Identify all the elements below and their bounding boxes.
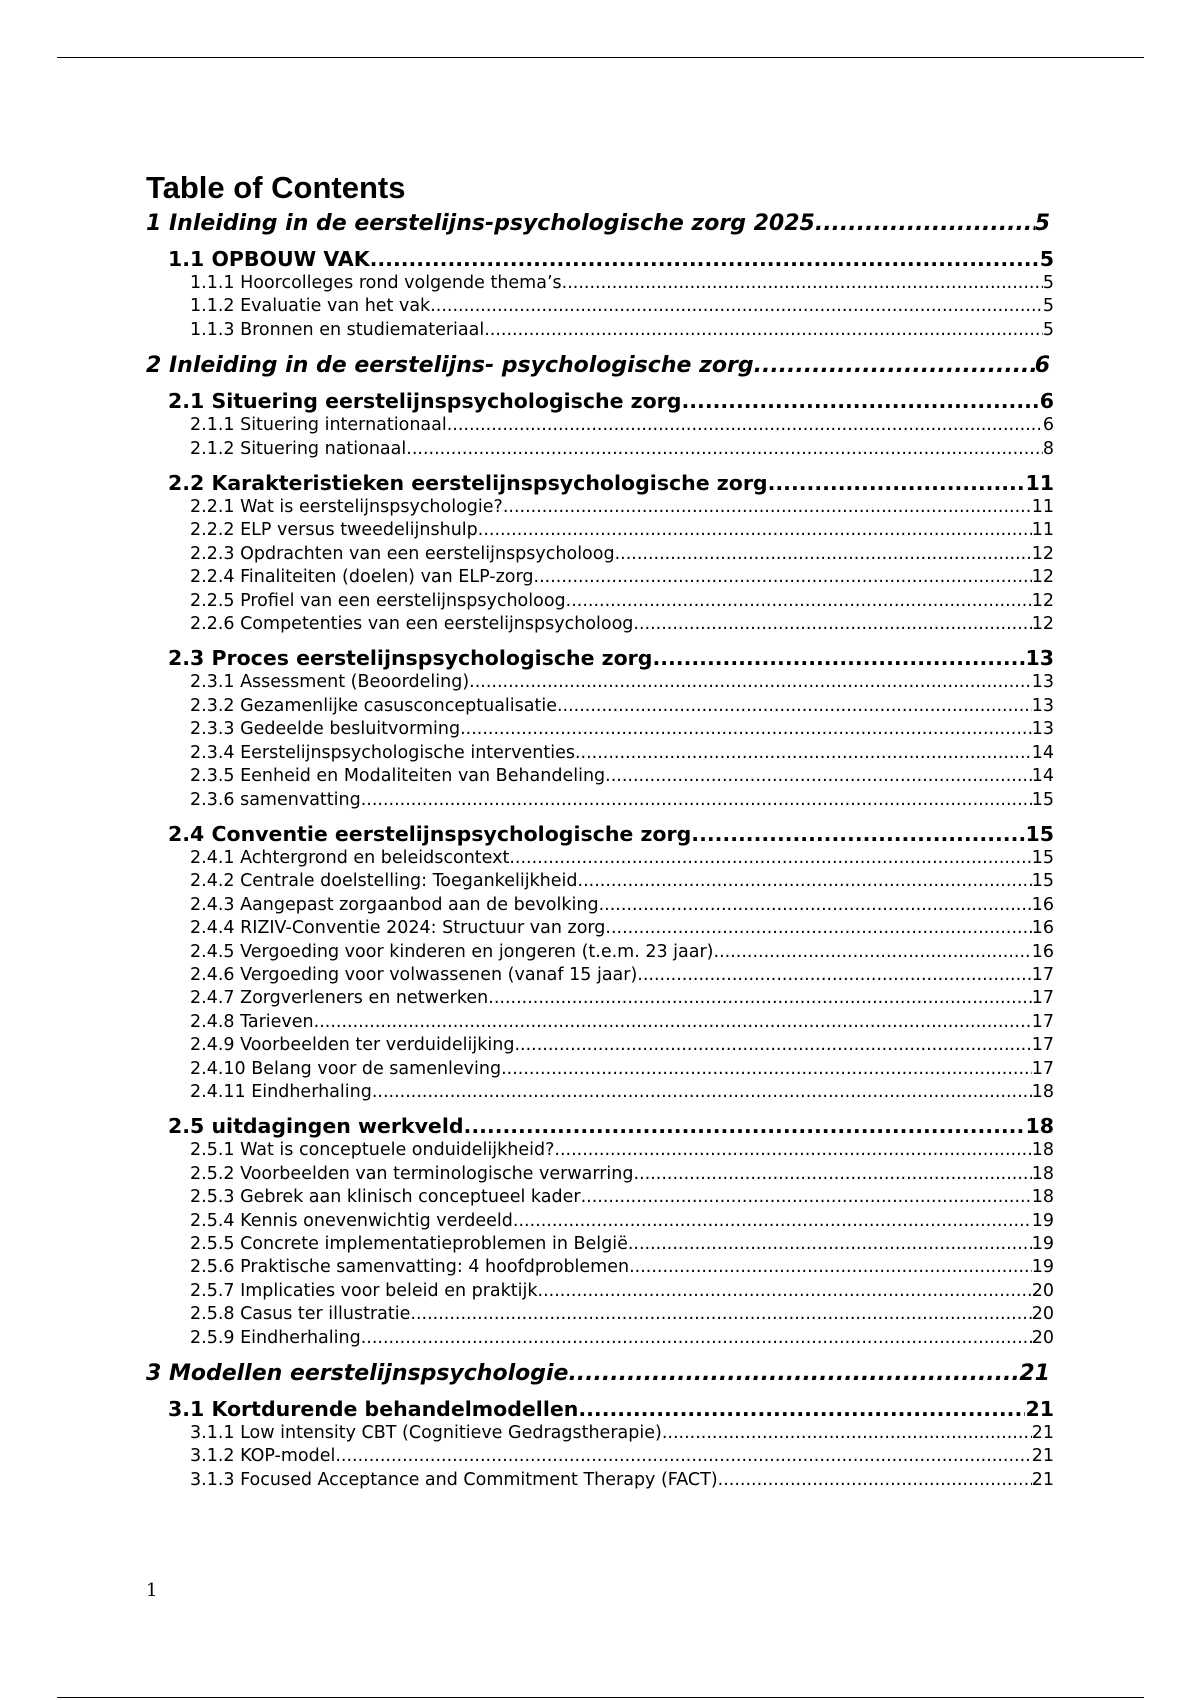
toc-entry-level-3[interactable]	[146, 1303, 1054, 1326]
toc-dot-leader	[503, 496, 1032, 519]
toc-entry-label: 1 Inleiding in de eerstelijns-psychologische zorg 2025	[146, 211, 815, 236]
toc-entry-page-number: 16	[1031, 918, 1054, 939]
toc-entry-label: 2.2.1 Wat is eerstelijnspsychologie?	[190, 497, 503, 518]
toc-entry-page-number: 19	[1031, 1234, 1054, 1254]
toc-entry-label: 2.3.4 Eerstelijnspsychologische interventies	[190, 742, 575, 763]
toc-entry-level-3[interactable]	[146, 941, 1054, 964]
toc-dot-leader	[599, 894, 1032, 917]
toc-entry-level-3[interactable]	[146, 1469, 1054, 1492]
toc-dot-leader	[406, 438, 1043, 461]
toc-dot-leader	[581, 1186, 1032, 1209]
toc-entry-page-number: 14	[1031, 742, 1054, 763]
toc-entry-level-3[interactable]	[146, 1034, 1054, 1057]
toc-entry-level-1[interactable]	[146, 210, 1054, 238]
toc-entry-label: 2.4.6 Vergoeding voor volwassenen (vanaf 15 jaar)	[190, 964, 638, 985]
toc-dot-leader	[718, 1469, 1032, 1492]
toc-entry-page-number: 17	[1031, 1035, 1054, 1056]
toc-entry-page-number: 20	[1031, 1280, 1054, 1301]
toc-dot-leader	[652, 645, 1025, 671]
toc-dot-leader	[615, 543, 1032, 566]
toc-entry-page-number: 5	[1042, 296, 1054, 317]
toc-entry-level-3[interactable]	[146, 1210, 1054, 1233]
toc-dot-leader	[815, 210, 1035, 238]
toc-entry-label: 2.5.6 Praktische samenvatting: 4 hoofdproblemen	[190, 1257, 630, 1278]
toc-dot-leader	[554, 1139, 1031, 1162]
toc-entry-label: 3.1.3 Focused Acceptance and Commitment Therapy (FACT)	[190, 1469, 718, 1490]
toc-dot-leader	[514, 1034, 1031, 1057]
toc-entry-level-3[interactable]	[146, 319, 1054, 342]
toc-dot-leader	[714, 941, 1032, 964]
toc-dot-leader	[314, 1011, 1032, 1034]
toc-dot-leader	[557, 695, 1032, 718]
toc-entry-page-number: 18	[1025, 1114, 1054, 1139]
toc-entry-level-3[interactable]	[146, 1058, 1054, 1081]
toc-entry-page-number: 21	[1031, 1423, 1054, 1444]
toc-entry-label: 2.2.6 Competenties van een eerstelijnspsycholoog	[190, 614, 634, 635]
toc-entry-page-number: 6	[1039, 389, 1054, 414]
toc-title: Table of Contents	[146, 170, 406, 205]
toc-entry-page-number: 18	[1031, 1081, 1054, 1102]
toc-dot-leader	[681, 388, 1039, 414]
toc-entry-level-3[interactable]	[146, 1445, 1054, 1468]
toc-entry-label: 2.1.1 Situering internationaal	[190, 415, 447, 436]
toc-dot-leader	[562, 272, 1043, 295]
toc-entry-label: 3.1 Kortdurende behandelmodellen	[168, 1397, 579, 1422]
toc-entry-level-3[interactable]	[146, 917, 1054, 940]
toc-entry-level-2[interactable]	[146, 388, 1054, 414]
toc-entry-label: 2.4.9 Voorbeelden ter verduidelijking	[190, 1035, 515, 1056]
toc-entry-page-number: 12	[1031, 614, 1054, 635]
toc-entry-label: 2.5.1 Wat is conceptuele onduidelijkheid?	[190, 1140, 555, 1161]
toc-entry-page-number: 21	[1025, 1397, 1054, 1422]
toc-entry-page-number: 21	[1031, 1446, 1054, 1467]
toc-entry-page-number: 6	[1042, 415, 1054, 436]
toc-entry-label: 2.3.2 Gezamenlijke casusconceptualisatie	[190, 695, 557, 716]
toc-entry-label: 2.4.3 Aangepast zorgaanbod aan de bevolking	[190, 894, 599, 915]
toc-dot-leader	[633, 613, 1031, 636]
toc-entry-label: 2.3.5 Eenheid en Modaliteiten van Behandeling	[190, 766, 606, 787]
toc-entry-label: 3.1.1 Low intensity CBT (Cognitieve Gedragstherapie)	[190, 1423, 662, 1444]
toc-entry-label: 2.5 uitdagingen werkveld	[168, 1114, 464, 1139]
toc-entry-label: 2.2.3 Opdrachten van een eerstelijnspsycholoog	[190, 543, 615, 564]
toc-dot-leader	[628, 1233, 1032, 1256]
toc-entry-label: 2.2.2 ELP versus tweedelijnshulp	[190, 520, 478, 541]
toc-entry-label: 2.4 Conventie eerstelijnspsychologische zorg	[168, 821, 692, 846]
toc-dot-leader	[566, 590, 1032, 613]
toc-entry-level-2[interactable]	[146, 1396, 1054, 1422]
toc-entry-page-number: 8	[1042, 438, 1054, 459]
page-number: 1	[146, 1580, 158, 1601]
toc-entry-level-1[interactable]	[146, 1360, 1054, 1388]
toc-dot-leader	[605, 765, 1032, 788]
toc-entry-page-number: 13	[1031, 672, 1054, 693]
toc-entry-page-number: 5	[1042, 319, 1054, 340]
toc-entry-page-number: 19	[1031, 1257, 1054, 1278]
toc-entry-level-3[interactable]	[146, 414, 1054, 437]
toc-entry-level-3[interactable]	[146, 1081, 1054, 1104]
toc-entry-label: 2.4.2 Centrale doelstelling: Toegankelijkheid	[190, 871, 578, 892]
toc-entry-level-2[interactable]	[146, 246, 1054, 272]
toc-entry-level-3[interactable]	[146, 1280, 1054, 1303]
toc-dot-leader	[447, 414, 1043, 437]
toc-entry-level-3[interactable]	[146, 1011, 1054, 1034]
toc-dot-leader	[691, 821, 1025, 847]
toc-entry-level-3[interactable]	[146, 295, 1054, 318]
toc-entry-level-3[interactable]	[146, 438, 1054, 461]
toc-dot-leader	[464, 1113, 1026, 1139]
toc-entry-label: 1.1.2 Evaluatie van het vak	[190, 296, 431, 317]
toc-entry-page-number: 15	[1031, 789, 1054, 810]
toc-dot-leader	[370, 246, 1040, 272]
toc-entry-label: 2.2.4 Finaliteiten (doelen) van ELP-zorg	[190, 567, 534, 588]
toc-entry-page-number: 13	[1031, 695, 1054, 716]
toc-entry-page-number: 15	[1031, 847, 1054, 868]
toc-dot-leader	[538, 1280, 1032, 1303]
toc-entry-page-number: 17	[1031, 964, 1054, 985]
toc-dot-leader	[662, 1422, 1032, 1445]
toc-entry-page-number: 14	[1031, 766, 1054, 787]
toc-entry-level-3[interactable]	[146, 613, 1054, 636]
toc-entry-level-3[interactable]	[146, 1233, 1054, 1256]
toc-dot-leader	[478, 519, 1032, 542]
toc-entry-label: 2.3.1 Assessment (Beoordeling)	[190, 672, 470, 693]
toc-entry-page-number: 11	[1025, 471, 1054, 496]
toc-entry-page-number: 20	[1031, 1327, 1054, 1348]
toc-entry-label: 2.4.11 Eindherhaling	[190, 1081, 372, 1102]
toc-entry-label: 2.4.4 RIZIV-Conventie 2024: Structuur van zorg	[190, 918, 606, 939]
toc-dot-leader	[372, 1081, 1032, 1104]
toc-entry-level-3[interactable]	[146, 742, 1054, 765]
toc-entry-page-number: 21	[1031, 1469, 1054, 1490]
toc-dot-leader	[460, 718, 1032, 741]
toc-entry-label: 2.5.5 Concrete implementatieproblemen in België	[190, 1234, 628, 1254]
toc-entry-page-number: 18	[1031, 1163, 1054, 1184]
header-rule	[57, 57, 1144, 58]
toc-entry-label: 2.3.3 Gedeelde besluitvorming	[190, 719, 461, 740]
toc-entry-level-3[interactable]	[146, 566, 1054, 589]
toc-entry-label: 2.5.9 Eindherhaling	[190, 1327, 361, 1348]
toc-entry-label: 3.1.2 KOP-model	[190, 1446, 336, 1467]
toc-entry-page-number: 21	[1019, 1361, 1050, 1387]
toc-dot-leader	[509, 847, 1031, 870]
toc-entry-page-number: 18	[1031, 1187, 1054, 1208]
toc-entry-page-number: 5	[1042, 273, 1054, 293]
toc-entry-label: 2.3 Proces eerstelijnspsychologische zorg	[168, 646, 653, 671]
toc-entry-level-2[interactable]	[146, 821, 1054, 847]
toc-dot-leader	[361, 1327, 1032, 1350]
toc-entry-page-number: 5	[1034, 211, 1050, 236]
toc-entry-level-3[interactable]	[146, 1422, 1054, 1445]
toc-entry-level-3[interactable]	[146, 1256, 1054, 1279]
toc-entry-page-number: 16	[1031, 941, 1054, 962]
toc-entry-page-number: 17	[1031, 988, 1054, 1009]
toc-entry-page-number: 11	[1031, 497, 1054, 518]
toc-entry-page-number: 19	[1031, 1210, 1054, 1231]
toc-entry-label: 2.3.6 samenvatting	[190, 789, 361, 810]
toc-dot-leader	[430, 295, 1043, 318]
toc-dot-leader	[578, 1396, 1025, 1422]
toc-entry-label: 1.1.1 Hoorcolleges rond volgende thema’s	[190, 273, 562, 293]
toc-entry-page-number: 12	[1031, 567, 1054, 588]
toc-entry-level-3[interactable]	[146, 272, 1054, 295]
toc-entry-level-3[interactable]	[146, 894, 1054, 917]
toc-entry-level-3[interactable]	[146, 519, 1054, 542]
toc-entry-page-number: 20	[1031, 1304, 1054, 1325]
toc-entry-label: 2.5.2 Voorbeelden van terminologische verwarring	[190, 1163, 634, 1184]
toc-entry-label: 2.5.3 Gebrek aan klinisch conceptueel kader	[190, 1187, 581, 1208]
toc-entry-level-2[interactable]	[146, 470, 1054, 496]
toc-entries	[146, 210, 1054, 1492]
toc-entry-label: 2.5.7 Implicaties voor beleid en praktijk	[190, 1280, 538, 1301]
toc-dot-leader	[634, 1163, 1032, 1186]
toc-entry-level-3[interactable]	[146, 695, 1054, 718]
toc-entry-level-2[interactable]	[146, 1113, 1054, 1139]
toc-entry-level-1[interactable]	[146, 352, 1054, 380]
toc-entry-level-3[interactable]	[146, 789, 1054, 812]
toc-entry-page-number: 17	[1031, 1058, 1054, 1079]
toc-entry-page-number: 12	[1031, 590, 1054, 611]
toc-dot-leader	[754, 352, 1035, 380]
toc-entry-label: 2.1.2 Situering nationaal	[190, 438, 407, 459]
toc-entry-page-number: 12	[1031, 543, 1054, 564]
toc-entry-page-number: 18	[1031, 1140, 1054, 1161]
toc-entry-label: 3 Modellen eerstelijnspsychologie	[146, 1361, 569, 1387]
toc-entry-page-number: 5	[1039, 247, 1054, 271]
toc-entry-label: 2.1 Situering eerstelijnspsychologische zorg	[168, 389, 682, 414]
toc-dot-leader	[578, 870, 1032, 893]
toc-entry-page-number: 15	[1025, 821, 1054, 846]
toc-entry-level-3[interactable]	[146, 1186, 1054, 1209]
toc-entry-level-3[interactable]	[146, 1327, 1054, 1350]
toc-entry-page-number: 17	[1031, 1011, 1054, 1032]
toc-entry-label: 2.4.5 Vergoeding voor kinderen en jongeren (t.e.m. 23 jaar)	[190, 941, 714, 962]
toc-dot-leader	[513, 1210, 1032, 1233]
toc-entry-label: 1.1.3 Bronnen en studiemateriaal	[190, 319, 485, 340]
toc-dot-leader	[534, 566, 1032, 589]
toc-entry-label: 1.1 OPBOUW VAK	[168, 247, 370, 271]
toc-entry-level-3[interactable]	[146, 847, 1054, 870]
toc-dot-leader	[568, 1360, 1019, 1388]
toc-entry-level-3[interactable]	[146, 765, 1054, 788]
toc-entry-level-2[interactable]	[146, 645, 1054, 671]
toc-dot-leader	[629, 1256, 1032, 1279]
toc-entry-level-3[interactable]	[146, 987, 1054, 1010]
toc-entry-level-3[interactable]	[146, 870, 1054, 893]
toc-dot-leader	[605, 917, 1031, 940]
toc-entry-level-3[interactable]	[146, 1163, 1054, 1186]
toc-entry-label: 2.2 Karakteristieken eerstelijnspsychologische zorg	[168, 471, 768, 496]
toc-entry-level-3[interactable]	[146, 718, 1054, 741]
toc-dot-leader	[768, 470, 1026, 496]
toc-entry-label: 2.2.5 Profiel van een eerstelijnspsycholoog	[190, 590, 566, 611]
toc-dot-leader	[488, 987, 1031, 1010]
toc-dot-leader	[637, 964, 1031, 987]
toc-entry-level-3[interactable]	[146, 496, 1054, 519]
toc-dot-leader	[469, 671, 1032, 694]
toc-entry-label: 2 Inleiding in de eerstelijns- psychologische zorg	[146, 353, 754, 379]
toc-entry-label: 2.4.1 Achtergrond en beleidscontext	[190, 847, 510, 868]
toc-dot-leader	[484, 319, 1043, 342]
toc-entry-page-number: 15	[1031, 871, 1054, 892]
toc-entry-page-number: 11	[1031, 520, 1054, 541]
toc-entry-label: 2.5.4 Kennis onevenwichtig verdeeld	[190, 1210, 513, 1231]
toc-dot-leader	[361, 789, 1032, 812]
toc-entry-page-number: 16	[1031, 894, 1054, 915]
toc-entry-level-3[interactable]	[146, 1139, 1054, 1162]
toc-entry-level-3[interactable]	[146, 590, 1054, 613]
toc-dot-leader	[575, 742, 1032, 765]
table-of-contents	[146, 168, 1054, 1492]
toc-entry-level-3[interactable]	[146, 543, 1054, 566]
toc-dot-leader	[335, 1445, 1031, 1468]
toc-entry-level-3[interactable]	[146, 671, 1054, 694]
toc-dot-leader	[501, 1058, 1032, 1081]
footer-rule	[57, 1697, 1144, 1698]
toc-entry-level-3[interactable]	[146, 964, 1054, 987]
toc-entry-page-number: 6	[1034, 353, 1050, 379]
toc-entry-label: 2.4.10 Belang voor de samenleving	[190, 1058, 502, 1079]
toc-entry-label: 2.4.7 Zorgverleners en netwerken	[190, 988, 489, 1009]
toc-entry-page-number: 13	[1025, 646, 1054, 671]
toc-entry-page-number: 13	[1031, 719, 1054, 740]
toc-entry-label: 2.4.8 Tarieven	[190, 1011, 314, 1032]
toc-dot-leader	[410, 1303, 1031, 1326]
toc-entry-label: 2.5.8 Casus ter illustratie	[190, 1304, 411, 1325]
